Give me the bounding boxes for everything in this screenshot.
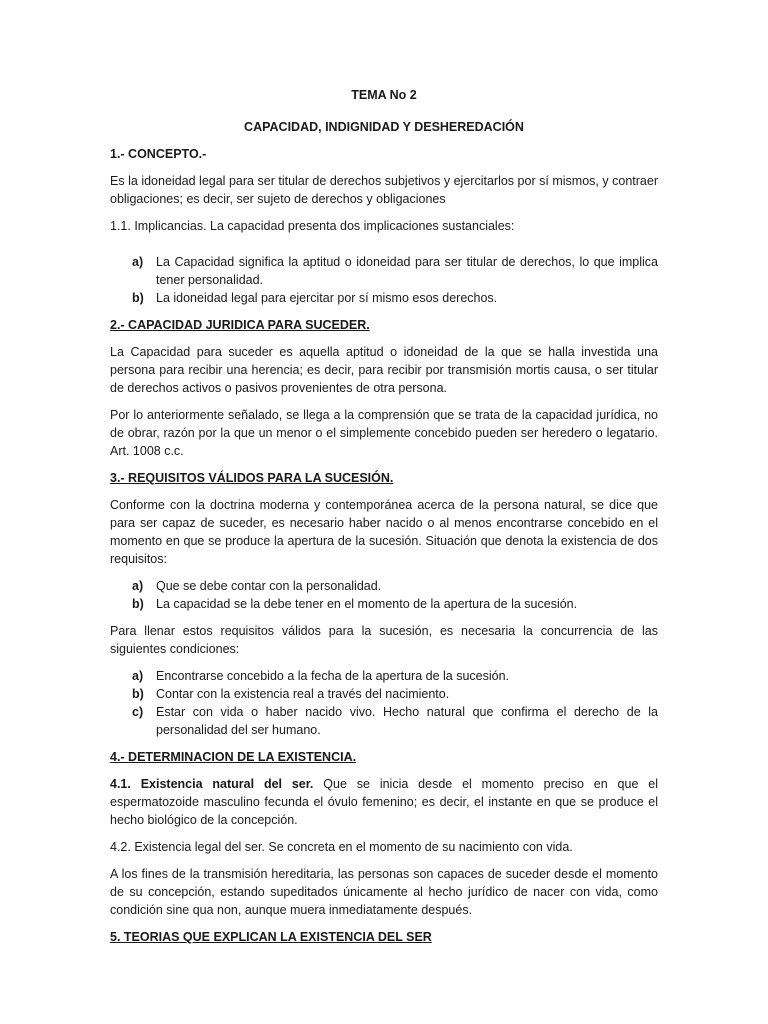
list-marker: b) (132, 291, 144, 305)
section-1-paragraph-1: Es la idoneidad legal para ser titular de derechos subjetivos y ejercitarlos por sí mismos, y contraer obligaciones; es decir, ser sujeto de derechos y obligaciones (110, 174, 658, 206)
document-page (110, 80, 658, 955)
list-item-text: La capacidad se la debe tener en el momento de la apertura de la sucesión. (156, 597, 578, 611)
list-item (110, 289, 658, 307)
section-3-paragraph-2: Para llenar estos requisitos válidos para la sucesión, es necesaria la concurrencia de las siguientes condiciones: (110, 624, 658, 656)
list-marker: a) (132, 255, 144, 269)
section-4-paragraph-2: 4.2. Existencia legal del ser. Se concreta en el momento de su nacimiento con vida. (110, 840, 573, 854)
list-item-text: Que se debe contar con la personalidad. (156, 579, 382, 593)
section-5-heading: 5. TEORIAS QUE EXPLICAN LA EXISTENCIA DEL SER (110, 930, 432, 944)
list-item-text: Contar con la existencia real a través del nacimiento. (156, 687, 450, 701)
section-3-heading: 3.- REQUISITOS VÁLIDOS PARA LA SUCESIÓN. (110, 471, 394, 485)
section-2-paragraph-2: Por lo anteriormente señalado, se llega a la comprensión que se trata de la capacidad jurídica, no de obrar, razón por la que un menor o el simplemente concebido pueden ser heredero o legatario. Art. 1008 c.c. (110, 408, 658, 458)
section-3-paragraph-1: Conforme con la doctrina moderna y contemporánea acerca de la persona natural, se dice que para ser capaz de suceder, es necesario haber nacido o al menos encontrarse concebido en el momento en que se produce la apertura de la sucesión. Situación que denota la existencia de dos requisitos: (110, 498, 658, 566)
section-2-heading: 2.- CAPACIDAD JURIDICA PARA SUCEDER. (110, 318, 370, 332)
list-marker: b) (132, 597, 144, 611)
section-2-paragraph-1: La Capacidad para suceder es aquella aptitud o idoneidad de la que se halla investida una persona para recibir una herencia; es decir, para recibir por transmisión mortis causa, o ser titular de derechos activos o pasivos provenientes de otra persona. (110, 345, 658, 395)
document-subtitle: CAPACIDAD, INDIGNIDAD Y DESHEREDACIÓN (244, 120, 524, 134)
list-item (110, 253, 658, 289)
section-4-1-text: Que se inicia desde el momento preciso en que el espermatozoide masculino fecunda el óvulo femenino; es decir, el instante en que se produce el hecho biológico de la concepción. (110, 777, 658, 827)
section-4-heading: 4.- DETERMINACION DE LA EXISTENCIA. (110, 750, 357, 764)
section-3-list-2 (110, 667, 658, 739)
list-marker: a) (132, 669, 144, 683)
list-item (110, 595, 658, 613)
list-marker: c) (132, 705, 144, 719)
section-4-paragraph-1 (110, 775, 658, 829)
list-marker: b) (132, 687, 144, 701)
section-1-list (110, 253, 658, 307)
list-item-text: Estar con vida o haber nacido vivo. Hecho natural que confirma el derecho de la personalidad del ser humano. (156, 705, 658, 737)
section-4-paragraph-3: A los fines de la transmisión hereditaria, las personas son capaces de suceder desde el momento de su concepción, estando supeditados únicamente al hecho jurídico de nacer con vida, como condición sine qua non, aunque muera inmediatamente después. (110, 867, 658, 917)
list-item-text: Encontrarse concebido a la fecha de la apertura de la sucesión. (156, 669, 510, 683)
section-1-heading: 1.- CONCEPTO.- (110, 147, 207, 161)
list-item (110, 703, 658, 739)
list-item-text: La idoneidad legal para ejercitar por sí mismo esos derechos. (156, 291, 498, 305)
document-title: TEMA No 2 (351, 88, 417, 102)
list-item (110, 577, 658, 595)
section-3-list-1 (110, 577, 658, 613)
list-item-text: La Capacidad significa la aptitud o idoneidad para ser titular de derechos, lo que implica tener personalidad. (156, 255, 658, 287)
list-item (110, 667, 658, 685)
section-1-paragraph-2: 1.1. Implicancias. La capacidad presenta dos implicaciones sustanciales: (110, 219, 515, 233)
section-4-1-lead: 4.1. Existencia natural del ser. (110, 777, 314, 791)
list-item (110, 685, 658, 703)
list-marker: a) (132, 579, 144, 593)
